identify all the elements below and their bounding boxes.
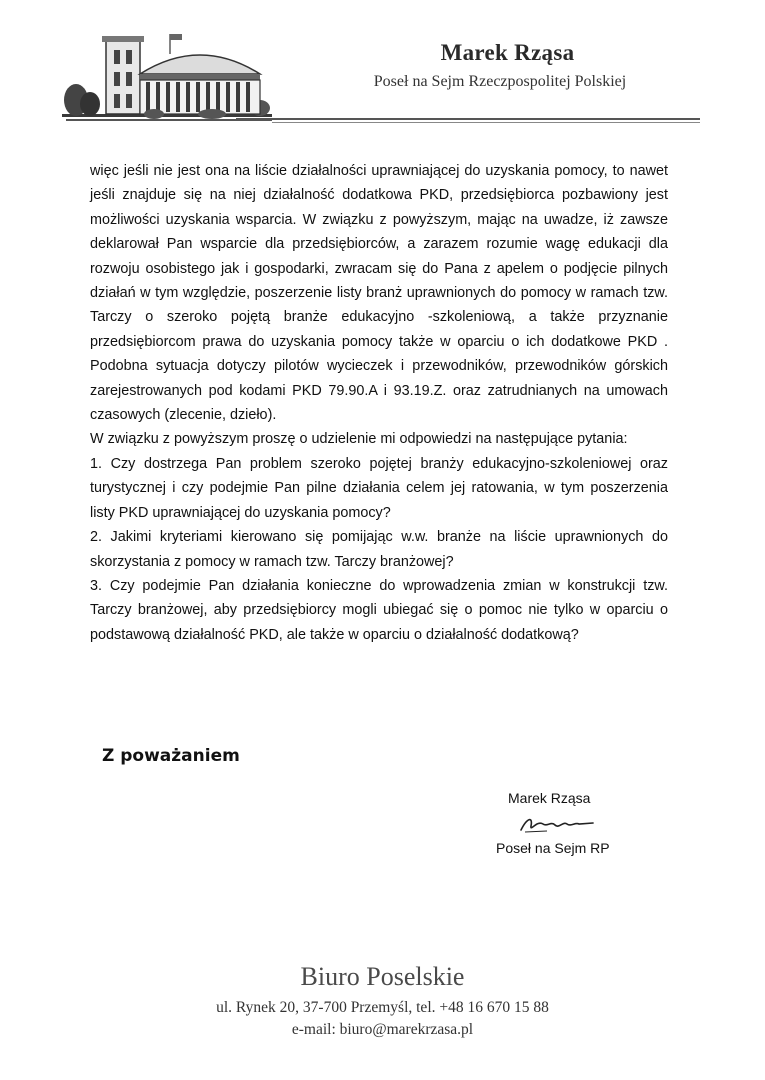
footer-address: ul. Rynek 20, 37-700 Przemyśl, tel. +48 16 670 15 88 [216,999,549,1016]
header-divider-thin [272,122,700,123]
question-item: 2. Jakimi kryteriami kierowano się pomijając w.w. branże na liście uprawnionych do skorzystania z pomocy w ramach tzw. Tarczy branżowej? [90,529,668,570]
letterhead [0,0,765,135]
question-item: 1. Czy dostrzega Pan problem szeroko pojętej branży edukacyjno-szkoleniowej oraz turystycznej i czy podejmie Pan pilne działania celem jej ratowania, w tym poszerzenia listy PKD uprawniającej do uzyskania pomocy? [90,455,668,521]
signatory-name: Marek Rząsa [508,790,591,806]
author-title: Poseł na Sejm Rzeczpospolitej Polskiej [373,73,627,90]
closing-salutation: Z poważaniem [102,746,240,766]
question-item: 3. Czy podejmie Pan działania konieczne do wprowadzenia zmian w konstrukcji tzw. Tarczy branżowej, aby przedsiębiorcy mogli ubiegać się o pomoc nie tylko w oparciu o podstawową działalność PKD, ale także w oparciu o działalność dodatkową? [90,577,668,643]
letter-body [90,159,668,647]
header-divider [236,118,700,120]
body-paragraph: więc jeśli nie jest ona na liście działalności uprawniającej do uzyskania pomocy, to nawet jeśli znajduje się na niej działalność dodatkowa PKD, przedsiębiorca pozbawiony jest możliwości uzyskania wsparcia. W związku z powyższym, mając na uwadze, iż zawsze deklarował Pan wsparcie dla przedsiębiorców, a zarazem rozumie wagę edukacji dla rozwoju osobistego jak i gospodarki, zwracam się do Pana z apelem o podjęcie pilnych działań w tym względzie, poszerzenie listy branż uprawnionych do pomocy w ramach tzw. Tarczy o szeroko pojętą branże edukacyjno -szkoleniową, a także przyznanie przedsiębiorcom prawa do uzyskania pomocy także w oparciu o ich dodatkowe PKD . Podobna sytuacja dotyczy pilotów wycieczek i przewodników, przewodników górskich zarejestrowanych pod kodami PKD 79.90.A i 93.19.Z. oraz zatrudnianych na umowach czasowych (zlecenie, dzieło). [90,163,668,424]
handwritten-signature [517,812,597,836]
footer-office-title: Biuro Poselskie [300,962,465,991]
footer-email: e-mail: biuro@marekrzasa.pl [291,1021,474,1038]
body-paragraph: W związku z powyższym proszę o udzielenie mi odpowiedzi na następujące pytania: [90,431,628,448]
signatory-role: Poseł na Sejm RP [496,840,610,856]
sejm-building-icon [62,30,272,128]
author-name: Marek Rząsa [440,40,575,65]
